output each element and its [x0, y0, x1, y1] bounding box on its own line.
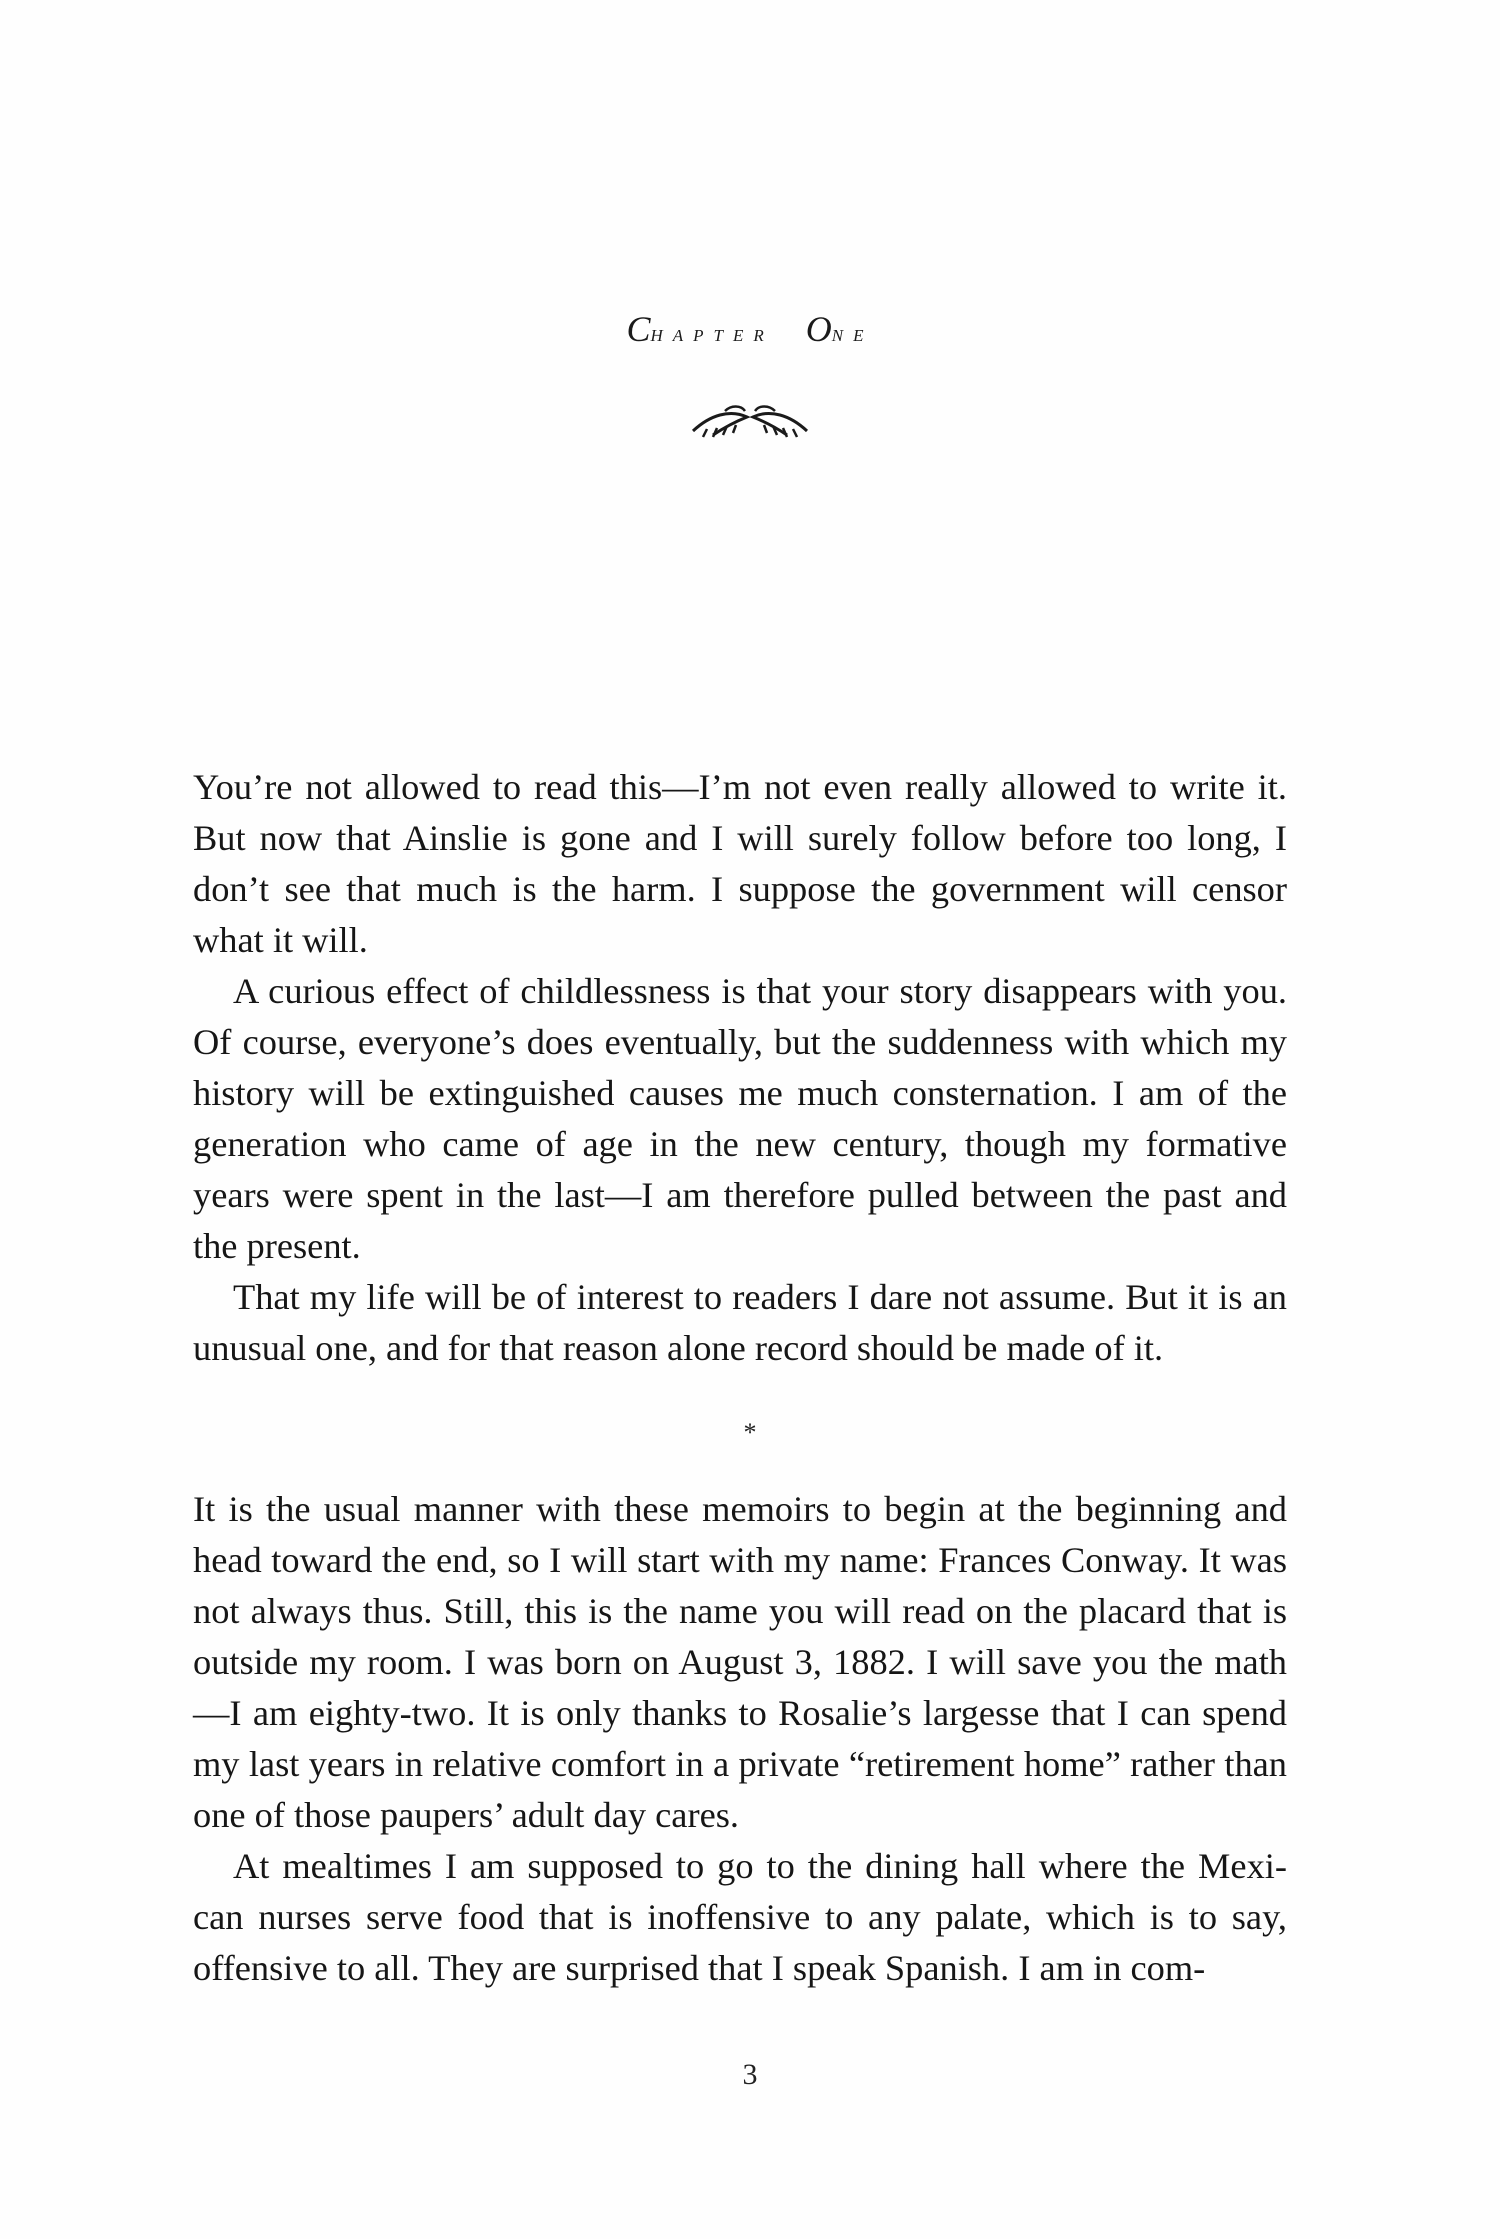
chapter-heading-initial-c: C: [626, 309, 651, 349]
chapter-heading-word-1-rest: hapter: [650, 321, 774, 347]
chapter-heading-initial-o: O: [805, 309, 832, 349]
paragraph-3: That my life will be of interest to readers I dare not assume. But it is an unusual one, and for that reason alone record should be made of it.: [193, 1277, 1287, 1368]
section-one-text: [193, 762, 1287, 1374]
paragraph-5: At mealtimes I am supposed to go to the dining hall where the Mexi-can nurses serve food that is inoffensive to any palate, which is to say, offensive to all. They are surprised that I speak Spanish. I am in com-: [193, 1846, 1287, 1988]
paragraph-2: A curious effect of childlessness is that your story disappears with you. Of course, everyone’s does eventually, but the suddenness with which my history will be extinguished causes me much consternation. I am of the generation who came of age in the new century, though my formative years were spent in the last—I am therefore pulled between the past and the present.: [193, 971, 1287, 1266]
fleuron-icon: [685, 395, 815, 445]
paragraph-1: You’re not allowed to read this—I’m not even really allowed to write it. But now that Ainslie is gone and I will surely follow before too long, I don’t see that much is the harm. I suppose the government will censor what it will.: [193, 767, 1287, 960]
paragraph-4: It is the usual manner with these memoirs to begin at the beginning and head toward the end, so I will start with my name: Frances Conway. It was not always thus. Still, this is the name you will read on the placard that is outside my room. I was born on August 3, 1882. I will save you the math—I am eighty-two. It is only thanks to Rosalie’s largesse that I can spend my last years in relative comfort in a private “retirement home” rather than one of those paupers’ adult day cares.: [193, 1489, 1287, 1835]
page-number: 3: [742, 2058, 758, 2091]
chapter-heading-word-2-rest: ne: [831, 321, 874, 347]
chapter-heading-text-source: [874, 308, 875, 309]
section-break-asterisk: *: [743, 1418, 757, 1447]
chapter-heading: [0, 308, 1500, 350]
section-two-text: [193, 1484, 1287, 1994]
